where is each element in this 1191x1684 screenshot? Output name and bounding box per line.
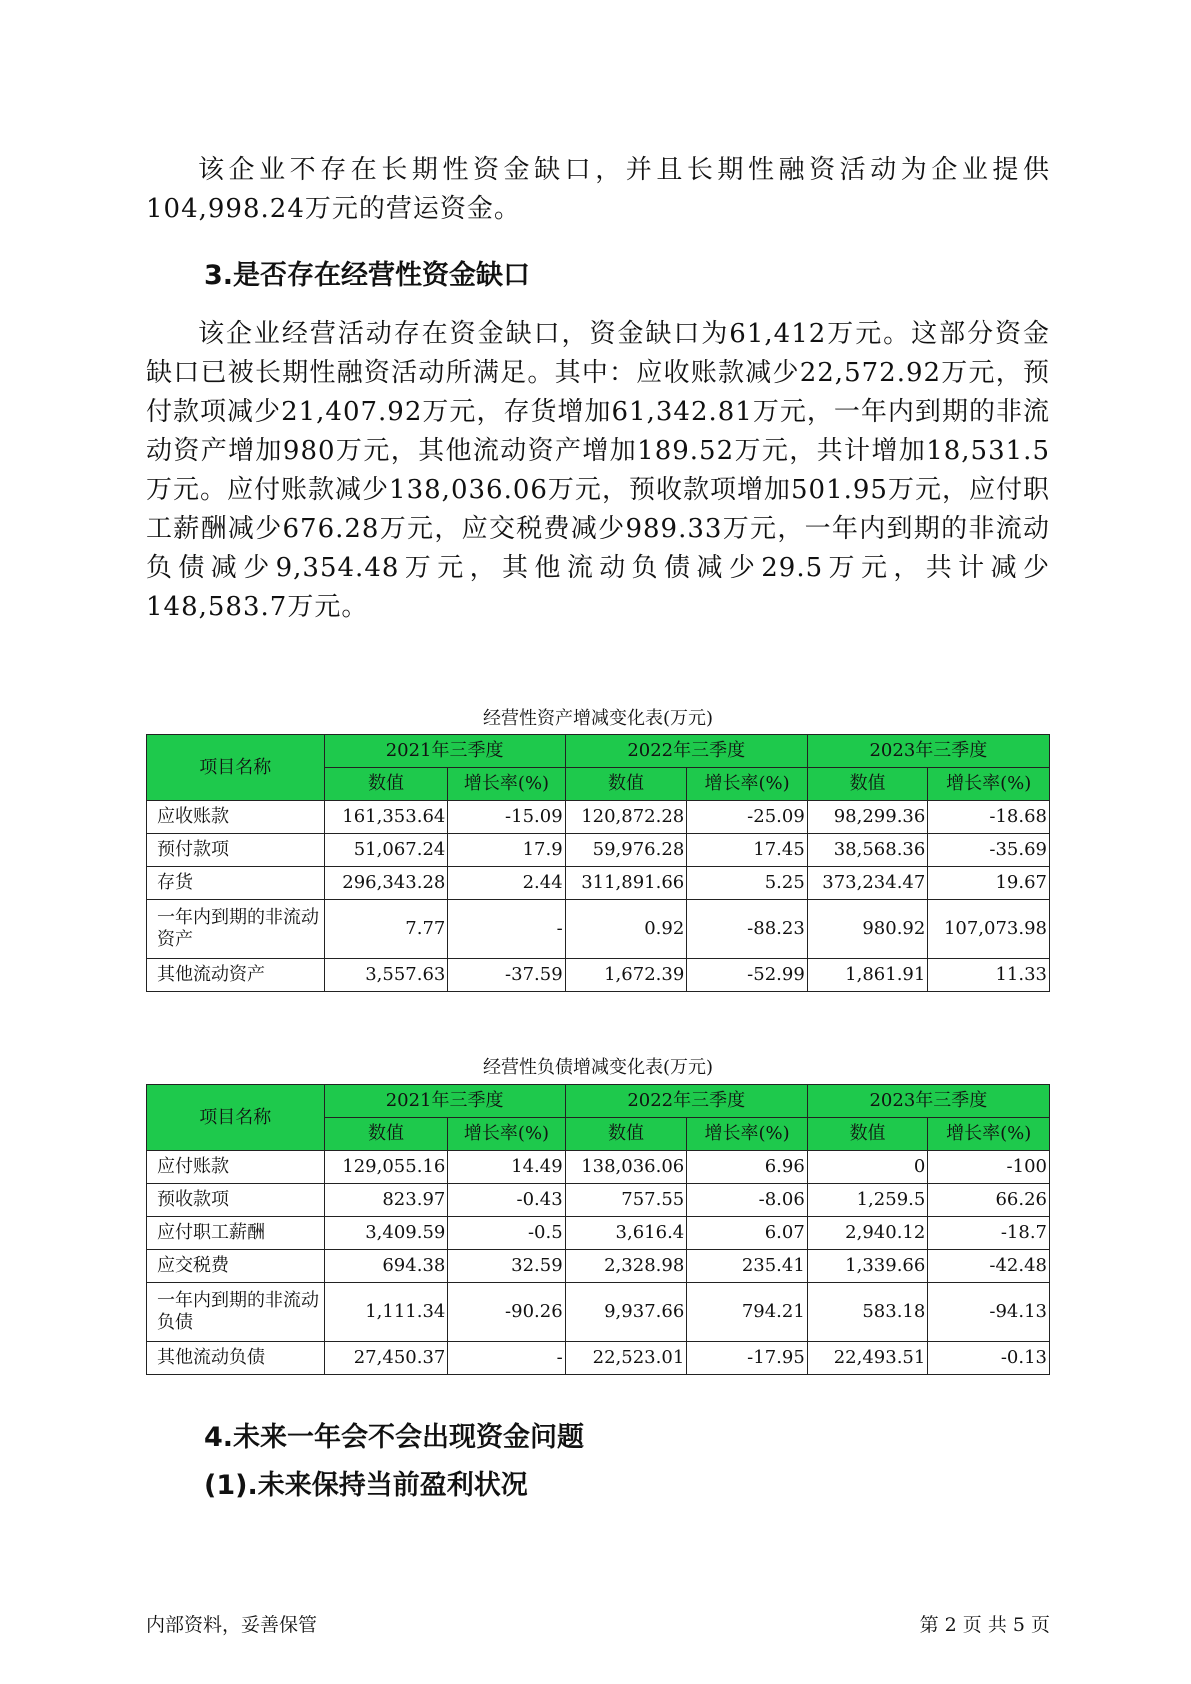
cell-value-2021: 3,557.63: [324, 959, 448, 992]
cell-value-2023: 583.18: [807, 1283, 928, 1342]
cell-value-2022: 2,328.98: [565, 1250, 687, 1283]
header-2021: 2021年三季度: [324, 1085, 565, 1118]
cell-growth-2023: -94.13: [928, 1283, 1050, 1342]
section-heading-3: 3.是否存在经营性资金缺口: [204, 260, 531, 291]
header-growth: 增长率(%): [928, 768, 1050, 801]
row-name: 一年内到期的非流动负债: [147, 1283, 325, 1342]
cell-growth-2023: 19.67: [928, 867, 1050, 900]
cell-growth-2023: -18.68: [928, 801, 1050, 834]
header-value: 数值: [807, 1118, 928, 1151]
header-growth: 增长率(%): [687, 768, 808, 801]
table-row: [147, 1283, 1050, 1342]
cell-growth-2023: -42.48: [928, 1250, 1050, 1283]
row-name: 其他流动资产: [147, 959, 325, 992]
cell-growth-2022: 235.41: [687, 1250, 808, 1283]
subsection-heading-1: (1).未来保持当前盈利状况: [204, 1470, 528, 1501]
cell-value-2023: 1,339.66: [807, 1250, 928, 1283]
assets-table: [146, 734, 1050, 992]
cell-growth-2022: 6.07: [687, 1217, 808, 1250]
cell-growth-2021: -37.59: [448, 959, 565, 992]
cell-value-2023: 1,259.5: [807, 1184, 928, 1217]
table-row: [147, 959, 1050, 992]
row-name: 预收款项: [147, 1184, 325, 1217]
cell-growth-2022: -25.09: [687, 801, 808, 834]
row-name: 存货: [147, 867, 325, 900]
cell-growth-2023: -100: [928, 1151, 1050, 1184]
cell-value-2021: 3,409.59: [324, 1217, 448, 1250]
row-name: 一年内到期的非流动资产: [147, 900, 325, 959]
header-growth: 增长率(%): [448, 1118, 565, 1151]
row-name: 应交税费: [147, 1250, 325, 1283]
cell-growth-2022: -52.99: [687, 959, 808, 992]
row-name: 应付账款: [147, 1151, 325, 1184]
liabilities-table-caption: 经营性负债增减变化表(万元): [482, 1057, 714, 1078]
cell-value-2021: 694.38: [324, 1250, 448, 1283]
cell-value-2021: 129,055.16: [324, 1151, 448, 1184]
cell-value-2021: 1,111.34: [324, 1283, 448, 1342]
footer-page-number: 第 2 页 共 5 页: [919, 1614, 1050, 1636]
cell-value-2022: 22,523.01: [565, 1342, 687, 1375]
cell-growth-2021: -90.26: [448, 1283, 565, 1342]
cell-value-2022: 9,937.66: [565, 1283, 687, 1342]
cell-value-2023: 38,568.36: [807, 834, 928, 867]
cell-value-2021: 296,343.28: [324, 867, 448, 900]
cell-growth-2022: 5.25: [687, 867, 808, 900]
header-2022: 2022年三季度: [565, 1085, 807, 1118]
paragraph-operating-gap: 该企业经营活动存在资金缺口，资金缺口为61,412万元。这部分资金缺口已被长期性融资活动所满足。其中：应收账款减少22,572.92万元，预付款项减少21,407.92万元，存货增加61,342.81万元，一年内到期的非流动资产增加980万元，其他流动资产增加189.52万元，共计增加18,531.5万元。应付账款减少138,036.06万元，预收款项增加501.95万元，应付职工薪酬减少676.28万元，应交税费减少989.33万元，一年内到期的非流动负债减少9,354.48万元，其他流动负债减少29.5万元，共计减少148,583.7万元。: [146, 319, 1050, 622]
header-value: 数值: [807, 768, 928, 801]
cell-growth-2021: 17.9: [448, 834, 565, 867]
row-name: 预付款项: [147, 834, 325, 867]
row-name: 应付职工薪酬: [147, 1217, 325, 1250]
row-name: 其他流动负债: [147, 1342, 325, 1375]
paragraph-financing: 该企业不存在长期性资金缺口，并且长期性融资活动为企业提供104,998.24万元的营运资金。: [146, 155, 1050, 224]
cell-value-2021: 51,067.24: [324, 834, 448, 867]
cell-growth-2021: -0.43: [448, 1184, 565, 1217]
table-row: [147, 1342, 1050, 1375]
header-value: 数值: [324, 1118, 448, 1151]
header-2023: 2023年三季度: [807, 735, 1049, 768]
cell-growth-2022: -88.23: [687, 900, 808, 959]
cell-growth-2021: -0.5: [448, 1217, 565, 1250]
header-value: 数值: [324, 768, 448, 801]
cell-value-2022: 1,672.39: [565, 959, 687, 992]
cell-value-2022: 3,616.4: [565, 1217, 687, 1250]
cell-growth-2022: -8.06: [687, 1184, 808, 1217]
cell-value-2022: 138,036.06: [565, 1151, 687, 1184]
assets-table-caption: 经营性资产增减变化表(万元): [482, 708, 714, 729]
table-row: [147, 834, 1050, 867]
cell-value-2023: 0: [807, 1151, 928, 1184]
header-item-name: 项目名称: [147, 1085, 325, 1151]
cell-growth-2023: 107,073.98: [928, 900, 1050, 959]
header-growth: 增长率(%): [687, 1118, 808, 1151]
header-2022: 2022年三季度: [565, 735, 807, 768]
cell-growth-2021: -15.09: [448, 801, 565, 834]
cell-value-2023: 22,493.51: [807, 1342, 928, 1375]
cell-growth-2023: -18.7: [928, 1217, 1050, 1250]
cell-value-2023: 373,234.47: [807, 867, 928, 900]
cell-growth-2021: 32.59: [448, 1250, 565, 1283]
cell-value-2023: 1,861.91: [807, 959, 928, 992]
cell-value-2022: 0.92: [565, 900, 687, 959]
cell-value-2022: 59,976.28: [565, 834, 687, 867]
table-row: [147, 867, 1050, 900]
cell-value-2022: 311,891.66: [565, 867, 687, 900]
table-row: [147, 1217, 1050, 1250]
header-2023: 2023年三季度: [807, 1085, 1049, 1118]
table-row: [147, 1151, 1050, 1184]
cell-value-2023: 98,299.36: [807, 801, 928, 834]
cell-growth-2022: -17.95: [687, 1342, 808, 1375]
liabilities-table: [146, 1084, 1050, 1375]
table-row: [147, 1184, 1050, 1217]
cell-growth-2023: -35.69: [928, 834, 1050, 867]
cell-value-2022: 757.55: [565, 1184, 687, 1217]
table-row: [147, 801, 1050, 834]
header-item-name: 项目名称: [147, 735, 325, 801]
row-name: 应收账款: [147, 801, 325, 834]
cell-value-2022: 120,872.28: [565, 801, 687, 834]
cell-growth-2021: -: [448, 1342, 565, 1375]
cell-growth-2021: -: [448, 900, 565, 959]
cell-value-2023: 2,940.12: [807, 1217, 928, 1250]
cell-value-2023: 980.92: [807, 900, 928, 959]
cell-growth-2023: 66.26: [928, 1184, 1050, 1217]
cell-value-2021: 161,353.64: [324, 801, 448, 834]
cell-value-2021: 823.97: [324, 1184, 448, 1217]
header-value: 数值: [565, 768, 687, 801]
cell-growth-2021: 14.49: [448, 1151, 565, 1184]
cell-value-2021: 7.77: [324, 900, 448, 959]
cell-growth-2022: 17.45: [687, 834, 808, 867]
header-value: 数值: [565, 1118, 687, 1151]
table-row: [147, 1250, 1050, 1283]
cell-value-2021: 27,450.37: [324, 1342, 448, 1375]
cell-growth-2022: 6.96: [687, 1151, 808, 1184]
cell-growth-2023: -0.13: [928, 1342, 1050, 1375]
header-growth: 增长率(%): [448, 768, 565, 801]
header-2021: 2021年三季度: [324, 735, 565, 768]
cell-growth-2023: 11.33: [928, 959, 1050, 992]
cell-growth-2022: 794.21: [687, 1283, 808, 1342]
header-growth: 增长率(%): [928, 1118, 1050, 1151]
table-row: [147, 900, 1050, 959]
cell-growth-2021: 2.44: [448, 867, 565, 900]
footer-confidential-note: 内部资料，妥善保管: [146, 1614, 318, 1636]
section-heading-4: 4.未来一年会不会出现资金问题: [204, 1422, 585, 1453]
